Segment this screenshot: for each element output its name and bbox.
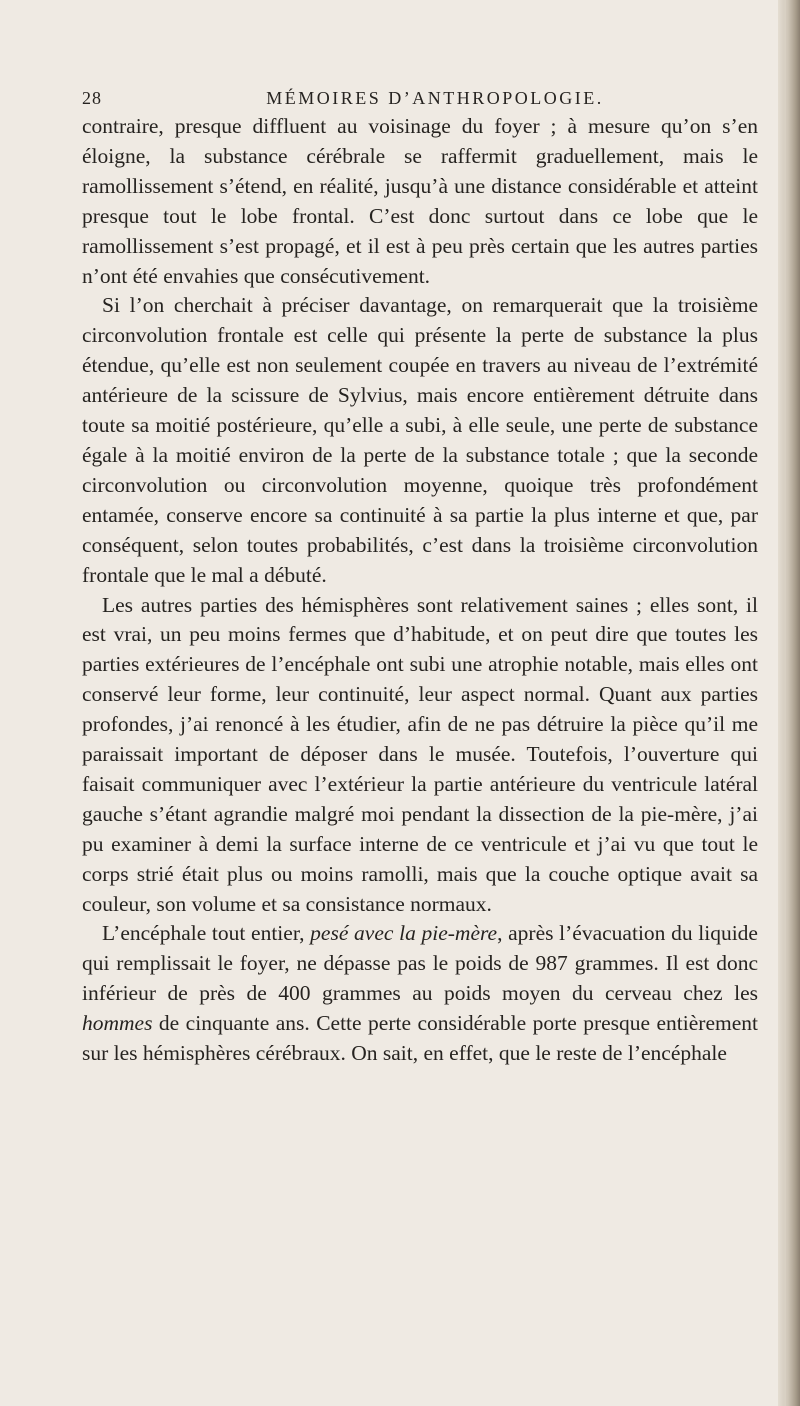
paragraph-4-part-a: L’encéphale tout entier, [102,921,311,946]
paragraph-4-part-b: , après l’évacuation du liquide qui remplissait le foyer, ne dépasse pas le poids de 987 grammes. Il est donc inférieur de près de 400 grammes au poids moyen du cerveau chez les [82,921,758,1006]
page-header [82,88,758,114]
page-number: 28 [82,88,102,108]
body-text [82,112,758,1069]
running-title: MÉMOIRES D’ANTHROPOLOGIE. [266,88,604,108]
paragraph-1: contraire, presque diffluent au voisinage du foyer ; à mesure qu’on s’en éloigne, la substance cérébrale se raffermit graduellement, mais le ramollissement s’étend, en réalité, jusqu’à une distance considérable et atteint presque tout le lobe frontal. C’est donc surtout dans ce lobe que le ramollissement s’est propagé, et il est à peu près certain que les autres parties n’ont été envahies que consécutivement. [82,114,758,288]
paragraph-4-part-c: de cinquante ans. Cette perte considérable porte presque entièrement sur les hémisphères cérébraux. On sait, en effet, que le reste de l’encéphale [82,1011,758,1066]
paragraph-4 [82,919,758,1069]
page-edge-shadow [778,0,800,1406]
paragraph-4-italic-hommes: hommes [82,1011,153,1036]
paragraph-4-italic-pese: pesé avec la pie-mère [310,921,498,946]
paragraph-2: Si l’on cherchait à préciser davantage, on remarquerait que la troisième circonvolution frontale est celle qui présente la perte de substance la plus étendue, qu’elle est non seulement coupée en travers au niveau de l’extrémité antérieure de la scissure de Sylvius, mais encore entièrement détruite dans toute sa moitié postérieure, qu’elle a subi, à elle seule, une perte de substance égale à la moitié environ de la perte de la substance totale ; que la seconde circonvolution ou circonvolution moyenne, quoique très profondément entamée, conserve encore sa continuité à sa partie la plus interne et que, par conséquent, selon toutes probabilités, c’est dans la troisième circonvolution frontale que le mal a débuté. [82,293,758,587]
paragraph-3: Les autres parties des hémisphères sont relativement saines ; elles sont, il est vrai, un peu moins fermes que d’habitude, et on peut dire que toutes les parties extérieures de l’encéphale ont subi une atrophie notable, mais elles ont conservé leur forme, leur continuité, leur aspect normal. Quant aux parties profondes, j’ai renoncé à les étudier, afin de ne pas détruire la pièce qu’il me paraissait important de déposer dans le musée. Toutefois, l’ouverture qui faisait communiquer avec l’extérieur la partie antérieure du ventricule latéral gauche s’étant agrandie malgré moi pendant la dissection de la pie-mère, j’ai pu examiner à demi la surface interne de ce ventricule et j’ai vu que tout le corps strié était plus ou moins ramolli, mais que la couche optique avait sa couleur, son volume et sa consistance normaux. [82,592,758,916]
